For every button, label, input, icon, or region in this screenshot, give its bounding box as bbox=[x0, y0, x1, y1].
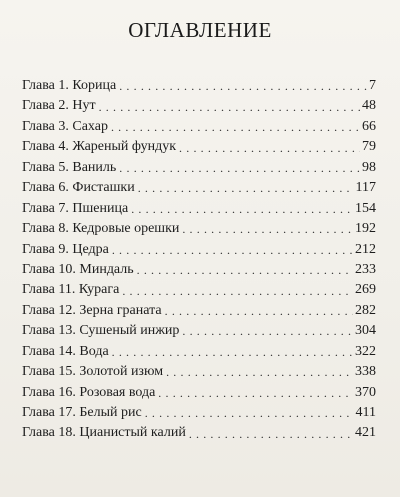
page-number: 98 bbox=[362, 159, 376, 175]
dot-leader bbox=[189, 427, 353, 441]
chapter-title: Глава 6. Фисташки bbox=[22, 180, 135, 196]
chapter-title: Глава 4. Жареный фундук bbox=[22, 139, 177, 155]
page-number: 282 bbox=[355, 302, 376, 318]
page-number: 192 bbox=[355, 221, 376, 237]
chapter-title: Глава 18. Цианистый калий bbox=[22, 425, 186, 441]
toc-entry bbox=[22, 117, 376, 137]
dot-leader bbox=[111, 120, 360, 134]
page-number: 233 bbox=[355, 261, 376, 277]
page-number: 304 bbox=[355, 323, 376, 339]
chapter-title: Глава 17. Белый рис bbox=[22, 405, 142, 420]
toc-entry bbox=[22, 342, 376, 362]
chapter-title: Глава 3. Сахар bbox=[22, 118, 108, 134]
page-number: 269 bbox=[355, 282, 376, 298]
chapter-title: Глава 11. Курага bbox=[22, 282, 120, 298]
dot-leader bbox=[112, 345, 353, 359]
dot-leader bbox=[119, 79, 367, 93]
chapter-title: Глава 13. Сушеный инжир bbox=[22, 323, 180, 339]
toc-entry bbox=[22, 96, 376, 116]
dot-leader bbox=[138, 181, 354, 195]
page-number: 421 bbox=[355, 425, 376, 441]
page-number: 322 bbox=[355, 343, 376, 359]
toc-heading: ОГЛАВЛЕНИЕ bbox=[128, 18, 272, 42]
chapter-title: Глава 10. Миндаль bbox=[22, 261, 134, 277]
chapter-title: Глава 15. Золотой изюм bbox=[22, 364, 164, 380]
page-number: 117 bbox=[355, 180, 376, 196]
dot-leader bbox=[122, 284, 353, 298]
page-number: 66 bbox=[362, 118, 376, 134]
chapter-title: Глава 7. Пшеница bbox=[22, 200, 129, 216]
chapter-title: Глава 5. Ваниль bbox=[22, 159, 117, 175]
dot-leader bbox=[112, 243, 353, 257]
chapter-title: Глава 1. Корица bbox=[22, 78, 117, 93]
toc-entry bbox=[22, 280, 376, 300]
toc-entry bbox=[22, 321, 376, 341]
chapter-title: Глава 8. Кедровые орешки bbox=[22, 221, 180, 237]
toc-entry bbox=[22, 362, 376, 382]
toc-entry bbox=[22, 260, 376, 280]
toc-entry bbox=[22, 219, 376, 239]
page-number: 7 bbox=[369, 78, 376, 93]
page-number: 411 bbox=[355, 405, 376, 420]
toc-entry bbox=[22, 383, 376, 403]
toc-entry bbox=[22, 158, 376, 178]
dot-leader bbox=[137, 263, 353, 277]
page-number: 212 bbox=[355, 241, 376, 257]
dot-leader bbox=[145, 406, 354, 420]
chapter-title: Глава 9. Цедра bbox=[22, 241, 109, 257]
toc-entry bbox=[22, 403, 376, 423]
page-number: 370 bbox=[355, 384, 376, 400]
dot-leader bbox=[179, 141, 360, 155]
toc-entry bbox=[22, 240, 376, 260]
dot-leader bbox=[182, 324, 353, 338]
dot-leader bbox=[166, 365, 353, 379]
toc-entry bbox=[22, 76, 376, 96]
dot-leader bbox=[182, 222, 353, 236]
dot-leader bbox=[158, 386, 353, 400]
page-number: 154 bbox=[355, 200, 376, 216]
dot-leader bbox=[165, 304, 353, 318]
chapter-title: Глава 12. Зерна граната bbox=[22, 302, 162, 318]
page-number: 338 bbox=[355, 364, 376, 380]
page-number: 48 bbox=[362, 98, 376, 114]
dot-leader bbox=[99, 100, 360, 114]
toc-entry bbox=[22, 199, 376, 219]
chapter-title: Глава 14. Вода bbox=[22, 343, 109, 359]
dot-leader bbox=[131, 202, 353, 216]
toc-entry bbox=[22, 423, 376, 443]
toc-entry bbox=[22, 178, 376, 198]
toc-list bbox=[22, 76, 376, 444]
chapter-title: Глава 16. Розовая вода bbox=[22, 384, 156, 400]
dot-leader bbox=[119, 161, 360, 175]
page-number: 79 bbox=[362, 139, 376, 155]
chapter-title: Глава 2. Нут bbox=[22, 98, 96, 114]
toc-entry bbox=[22, 137, 376, 157]
toc-entry bbox=[22, 301, 376, 321]
